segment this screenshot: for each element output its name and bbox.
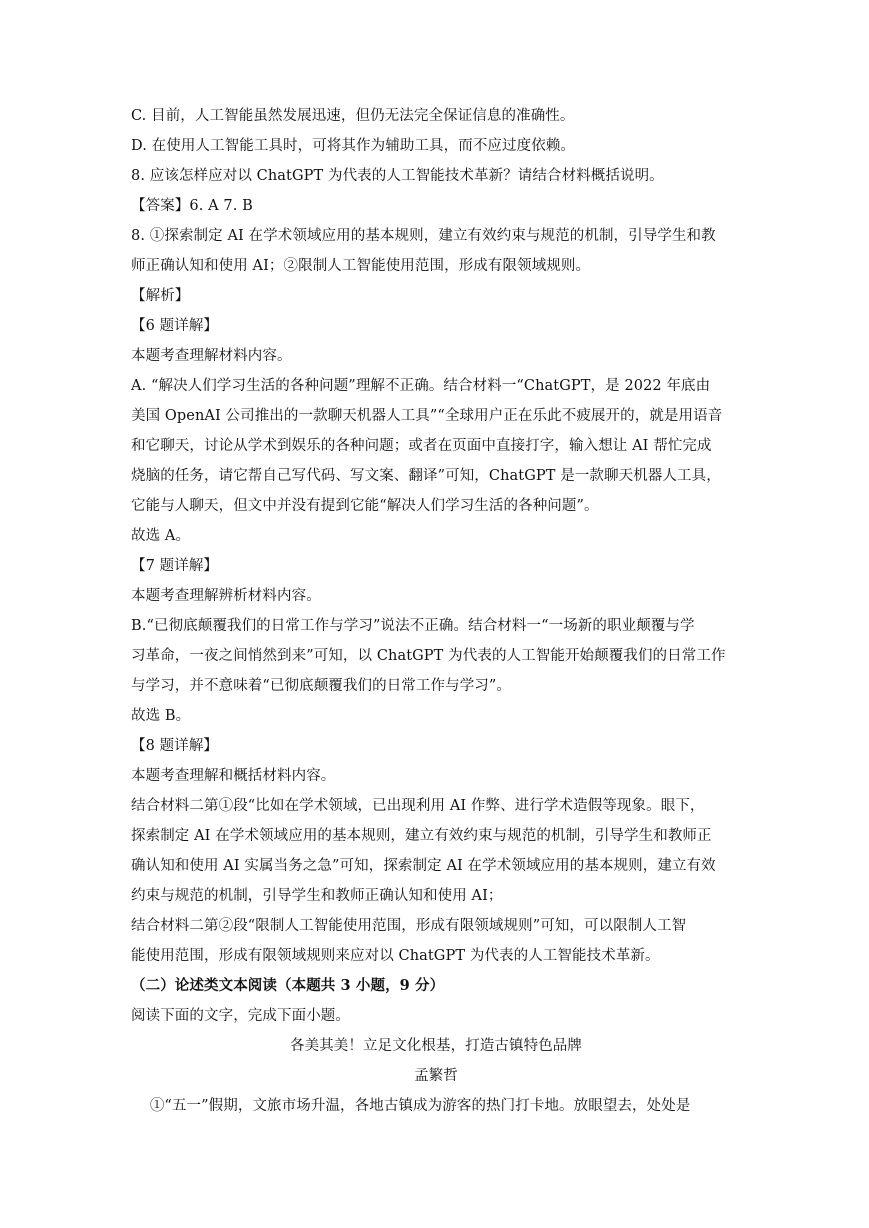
q6-text-line-4: 烧脑的任务，请它帮自己写代码、写文案、翻译”可知，ChatGPT 是一款聊天机器人工具， — [131, 468, 721, 484]
q7-text-line-3: 与学习，并不意味着“已彻底颠覆我们的日常工作与学习”。 — [131, 678, 512, 694]
option-c: C. 目前，人工智能虽然发展迅速，但仍无法完全保证信息的准确性。 — [131, 108, 575, 124]
q7-text-line-1: B.“已彻底颠覆我们的日常工作与学习”说法不正确。结合材料一“一场新的职业颠覆与学 — [131, 618, 695, 634]
section-heading: （二）论述类文本阅读（本题共 3 小题，9 分） — [131, 977, 445, 994]
q8-intro: 本题考查理解和概括材料内容。 — [131, 768, 336, 784]
answer-8-line-2: 师正确认知和使用 AI；②限制人工智能使用范围，形成有限领域规则。 — [131, 258, 591, 274]
option-d: D. 在使用人工智能工具时，可将其作为辅助工具，而不应过度依赖。 — [131, 138, 576, 154]
article-title: 各美其美！立足文化根基，打造古镇特色品牌 — [290, 1038, 582, 1054]
article-author: 孟繁哲 — [414, 1068, 458, 1084]
q8-text-line-5: 结合材料二第②段“限制人工智能使用范围，形成有限领域规则”可知，可以限制人工智 — [131, 918, 687, 934]
answer-8-line-1: 8. ①探索制定 AI 在学术领域应用的基本规则，建立有效约束与规范的机制，引导学生和教 — [131, 228, 716, 244]
q8-text-line-2: 探索制定 AI 在学术领域应用的基本规则，建立有效约束与规范的机制，引导学生和教师正 — [131, 828, 712, 844]
q7-intro: 本题考查理解辨析材料内容。 — [131, 588, 321, 604]
q8-text-line-6: 能使用范围，形成有限领域规则来应对以 ChatGPT 为代表的人工智能技术革新。 — [131, 948, 660, 964]
q6-text-line-1: A. “解决人们学习生活的各种问题”理解不正确。结合材料一“ChatGPT，是 2022 年底由 — [131, 378, 711, 394]
q6-choice: 故选 A。 — [131, 528, 191, 544]
q8-detail-heading: 【8 题详解】 — [131, 738, 219, 754]
article-paragraph-1: ①“五一”假期，文旅市场升温，各地古镇成为游客的热门打卡地。放眼望去，处处是 — [131, 1098, 691, 1114]
q8-text-line-3: 确认知和使用 AI 实属当务之急”可知，探索制定 AI 在学术领域应用的基本规则，建立有效 — [131, 858, 716, 874]
q7-choice: 故选 B。 — [131, 708, 191, 724]
q7-detail-heading: 【7 题详解】 — [131, 558, 219, 574]
q6-intro: 本题考查理解材料内容。 — [131, 348, 292, 364]
reading-instruction: 阅读下面的文字，完成下面小题。 — [131, 1008, 350, 1024]
q8-text-line-1: 结合材料二第①段“比如在学术领域，已出现利用 AI 作弊、进行学术造假等现象。眼下， — [131, 798, 705, 814]
q6-text-line-2: 美国 OpenAI 公司推出的一款聊天机器人工具”“全球用户正在乐此不疲展开的，就是用语音 — [131, 408, 723, 424]
question-8: 8. 应该怎样应对以 ChatGPT 为代表的人工智能技术革新？请结合材料概括说明。 — [131, 168, 664, 184]
q8-text-line-4: 约束与规范的机制，引导学生和教师正确认知和使用 AI； — [131, 888, 503, 904]
q6-detail-heading: 【6 题详解】 — [131, 318, 219, 334]
q6-text-line-3: 和它聊天，讨论从学术到娱乐的各种问题；或者在页面中直接打字，输入想让 AI 帮忙完成 — [131, 438, 712, 454]
analysis-heading: 【解析】 — [131, 288, 190, 304]
q7-text-line-2: 习革命，一夜之间悄然到来”可知，以 ChatGPT 为代表的人工智能开始颠覆我们的日常工作 — [131, 648, 726, 664]
q6-text-line-5: 它能与人聊天，但文中并没有提到它能“解决人们学习生活的各种问题”。 — [131, 498, 599, 514]
answer-line: 【答案】6. A 7. B — [131, 198, 253, 214]
